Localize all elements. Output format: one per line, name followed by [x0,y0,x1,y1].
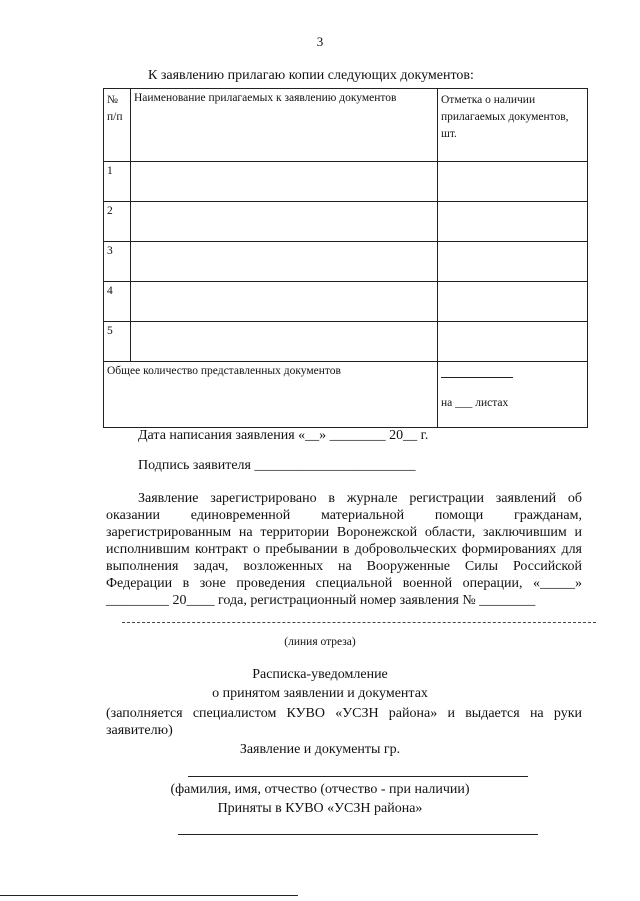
row-number: 5 [104,322,131,362]
row-name-cell[interactable] [131,242,438,282]
accepted-in: Приняты в КУВО «УСЗН района» [217,801,423,816]
cut-line [122,622,596,623]
total-cell[interactable] [438,362,588,428]
docs-from-label: Заявление и документы гр. [239,742,401,757]
table-row [104,202,588,242]
table-row [104,322,588,362]
row-mark-cell[interactable] [438,282,588,322]
row-number: 1 [104,162,131,202]
row-number: 2 [104,202,131,242]
row-mark-cell[interactable] [438,202,588,242]
intro-text: К заявлению прилагаю копии следующих документов: [148,68,474,83]
row-name-cell[interactable] [131,322,438,362]
table-row [104,162,588,202]
row-mark-cell[interactable] [438,162,588,202]
header-name: Наименование прилагаемых к заявлению документов [131,89,438,162]
table-row [104,242,588,282]
table-total-row [104,362,588,428]
total-sheets: на ___ листах [441,397,509,409]
registration-paragraph: Заявление зарегистрировано в журнале регистрации заявлений об оказании единовременной материальной помощи гражданам, зарегистрированным на территории Воронежской области, заключившим и исполнившим контракт о пребывании в добровольческих формированиях для выполнения задач, возложенных на Вооруженные Силы Российской Федерации в зоне проведения специальной военной операции, «_____» _________ 20____ года, регистрационный номер заявления № ________ [106,491,582,608]
signature-line: Подпись заявителя _______________________ [138,458,416,473]
row-number: 3 [104,242,131,282]
header-mark: Отметка о наличии прилагаемых документов, шт. [438,89,588,162]
row-name-cell[interactable] [131,162,438,202]
fio-line[interactable] [188,776,528,777]
row-mark-cell[interactable] [438,322,588,362]
table-header-row [104,89,588,162]
receipt-subtitle: о принятом заявлении и документах [212,686,428,701]
page-number: 3 [316,34,324,49]
total-label: Общее количество представленных документов [104,362,438,428]
receipt-title: Расписка-уведомление [252,667,388,682]
accepted-line[interactable] [178,834,538,835]
row-name-cell[interactable] [131,202,438,242]
fill-note: (заполняется специалистом КУВО «УСЗН района» и выдается на руки заявителю) [106,706,582,738]
row-name-cell[interactable] [131,282,438,322]
fio-note: (фамилия, имя, отчество (отчество - при наличии) [170,782,470,797]
table-row [104,282,588,322]
row-mark-cell[interactable] [438,242,588,282]
total-count-blank[interactable] [441,367,513,378]
date-line: Дата написания заявления «__» ________ 20__ г. [138,428,429,443]
cut-label: (линия отреза) [284,636,356,648]
header-num: № п/п [104,89,131,162]
documents-table [103,88,588,428]
row-number: 4 [104,282,131,322]
footer-rule [0,895,298,896]
